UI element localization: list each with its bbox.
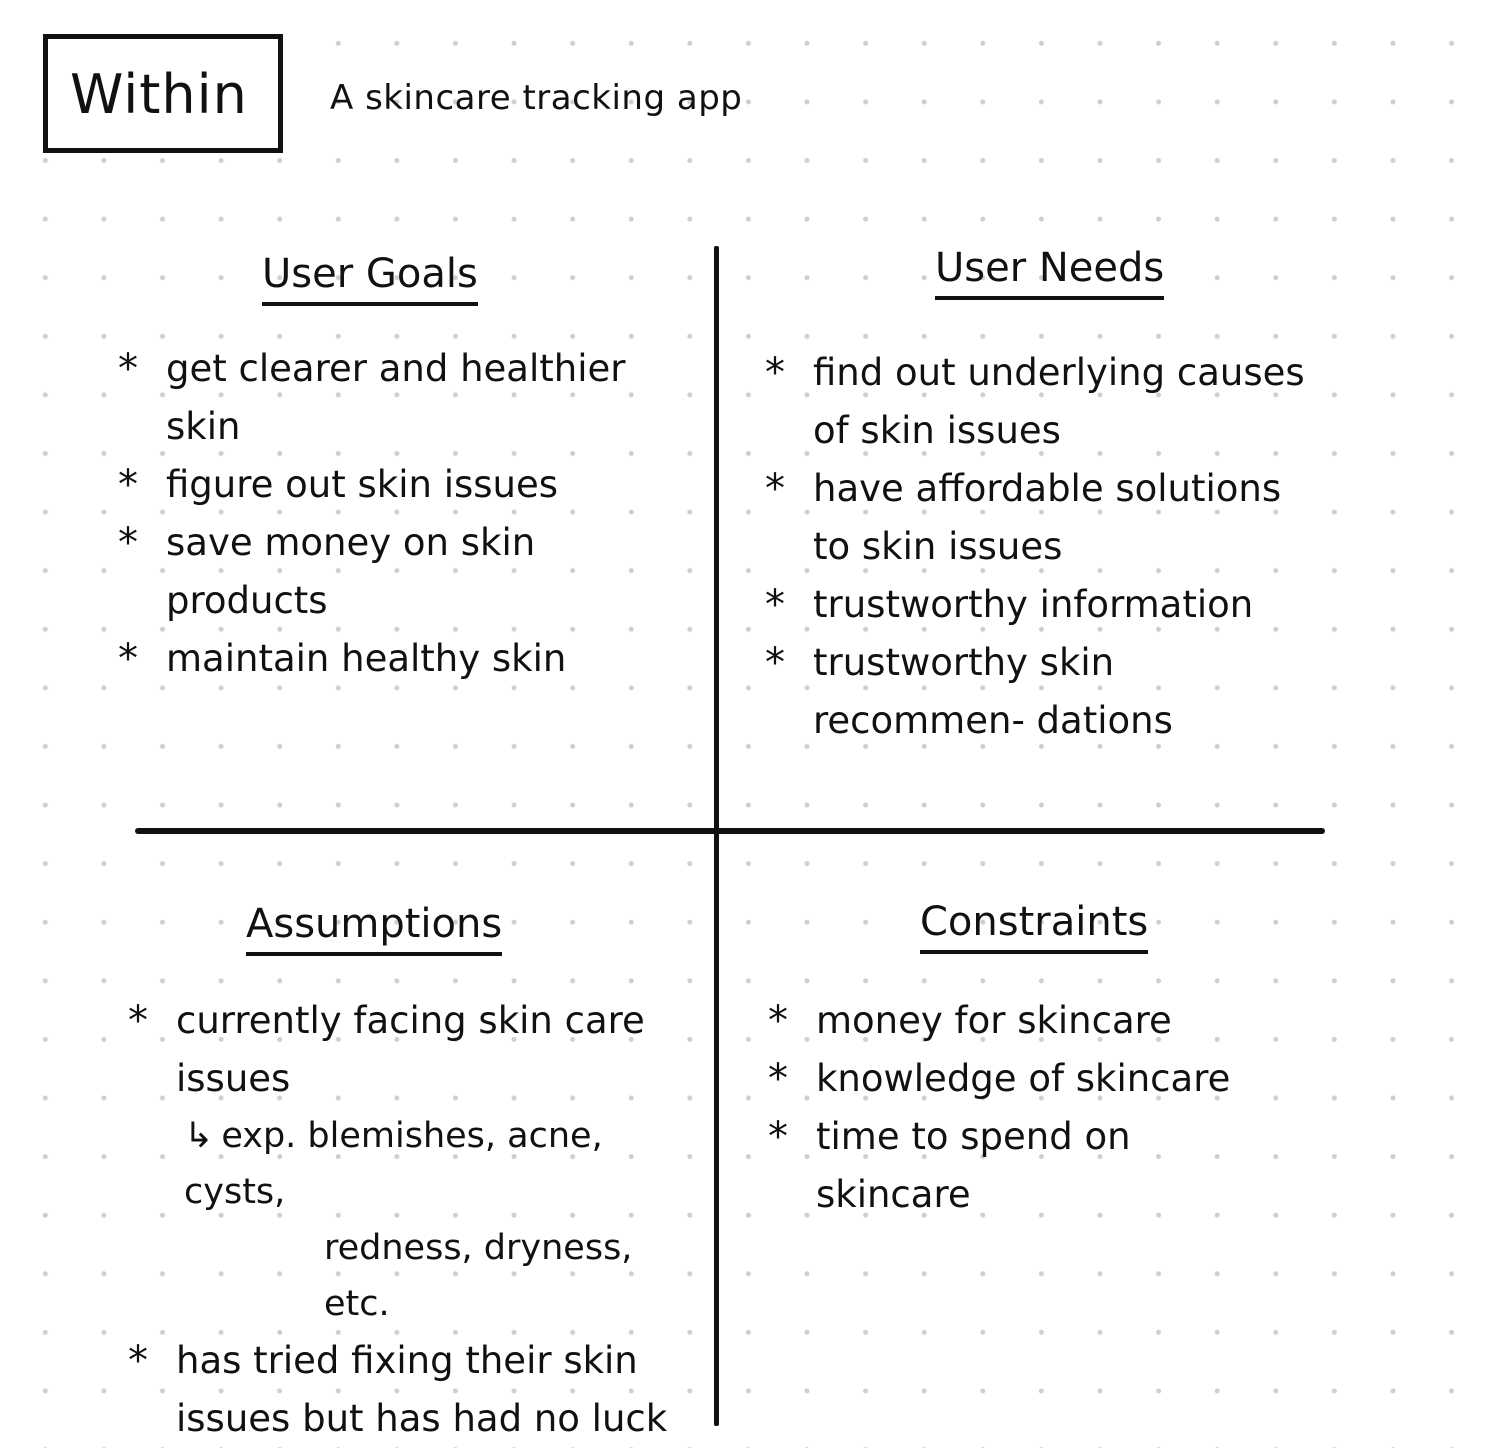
- list-item-text: trustworthy information: [813, 583, 1254, 626]
- bullet-icon: *: [765, 350, 785, 396]
- bullet-icon: *: [118, 346, 138, 392]
- list-item: [765, 576, 1325, 634]
- list-item-text: save money on skin products: [166, 521, 536, 622]
- bullet-icon: *: [118, 462, 138, 508]
- constraints-heading: Constraints: [920, 898, 1148, 954]
- list-item-text: has tried fixing their skin issues but has had no luck: [176, 1339, 668, 1440]
- title-box: [43, 34, 283, 153]
- list-item: [128, 992, 698, 1332]
- list-item-text: money for skincare: [816, 999, 1172, 1042]
- assumptions-heading: Assumptions: [246, 900, 502, 956]
- list-item: [118, 456, 698, 514]
- return-arrow-icon: ↳: [184, 1116, 214, 1156]
- list-item: [118, 340, 698, 456]
- bullet-icon: *: [128, 998, 148, 1044]
- app-subtitle: A skincare tracking app: [330, 78, 743, 118]
- list-item-text: get clearer and healthier skin: [166, 347, 626, 448]
- bullet-icon: *: [765, 582, 785, 628]
- constraints-list: [768, 992, 1248, 1224]
- app-title: Within: [70, 63, 248, 126]
- list-item-text: knowledge of skincare: [816, 1057, 1231, 1100]
- list-item-text: time to spend on skincare: [816, 1115, 1131, 1216]
- example-note: [176, 1108, 698, 1332]
- vertical-divider: [714, 246, 719, 1426]
- list-item-text: figure out skin issues: [166, 463, 559, 506]
- list-item: [765, 634, 1325, 750]
- horizontal-divider: [135, 828, 1325, 834]
- list-item-text: find out underlying causes of skin issues: [813, 351, 1305, 452]
- list-item: [118, 630, 698, 688]
- list-item: [768, 1050, 1248, 1108]
- bullet-icon: *: [768, 1114, 788, 1160]
- bullet-icon: *: [118, 636, 138, 682]
- assumptions-list: [128, 992, 698, 1448]
- user-goals-heading: User Goals: [262, 250, 478, 306]
- list-item-text: have affordable solutions to skin issues: [813, 467, 1282, 568]
- bullet-icon: *: [768, 998, 788, 1044]
- user-needs-list: [765, 344, 1325, 750]
- bullet-icon: *: [768, 1056, 788, 1102]
- list-item: [765, 460, 1325, 576]
- list-item-text: currently facing skin care issues: [176, 999, 645, 1100]
- list-item: [765, 344, 1325, 460]
- bullet-icon: *: [765, 466, 785, 512]
- bullet-icon: *: [118, 520, 138, 566]
- list-item: [128, 1332, 698, 1448]
- list-item-text: trustworthy skin recommen- dations: [813, 641, 1173, 742]
- example-note-line2: redness, dryness, etc.: [324, 1228, 633, 1324]
- list-item: [118, 514, 698, 630]
- list-item: [768, 1108, 1196, 1224]
- user-needs-heading: User Needs: [935, 244, 1164, 300]
- list-item: [768, 992, 1248, 1050]
- bullet-icon: *: [765, 640, 785, 686]
- example-note-line1: exp. blemishes, acne, cysts,: [184, 1116, 603, 1212]
- bullet-icon: *: [128, 1338, 148, 1384]
- list-item-text: maintain healthy skin: [166, 637, 567, 680]
- user-goals-list: [118, 340, 698, 688]
